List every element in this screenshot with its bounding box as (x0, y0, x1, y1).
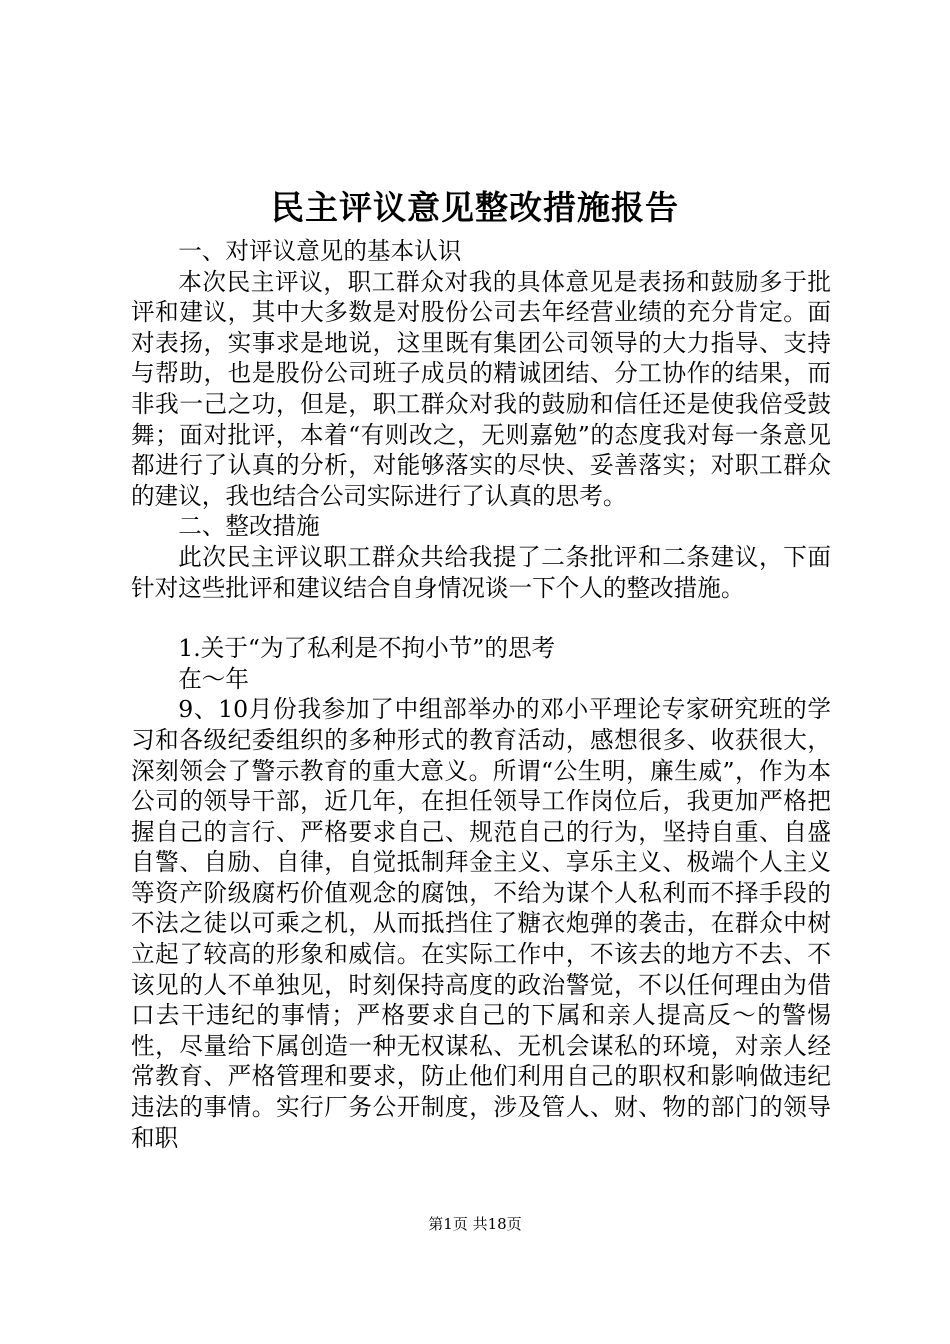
page-footer: 第1页 共18页 (428, 1215, 522, 1233)
document-body (131, 236, 831, 1153)
paragraph: 此次民主评议职工群众共给我提了二条批评和二条建议，下面针对这些批评和建议结合自身情况谈一下个人的整改措施。 (131, 542, 831, 602)
paragraph: 9、10月份我参加了中组部举办的邓小平理论专家研究班的学习和各级纪委组织的多种形式的教育活动，感想很多、收获很大，深刻领会了警示教育的重大意义。所谓“公生明，廉生威”，作为本公司的领导干部，近几年，在担任领导工作岗位后，我更加严格把握自己的言行、严格要求自己、规范自己的行为，坚持自重、自盛自警、自励、自律，自觉抵制拜金主义、享乐主义、极端个人主义等资产阶级腐朽价值观念的腐蚀，不给为谋个人私利而不择手段的不法之徒以可乘之机，从而抵挡住了糖衣炮弹的袭击，在群众中树立起了较高的形象和威信。在实际工作中，不该去的地方不去、不该见的人不单独见，时刻保持高度的政治警觉，不以任何理由为借口去干违纪的事情；严格要求自己的下属和亲人提高反～的警惕性，尽量给下属创造一种无权谋私、无机会谋私的环境，对亲人经常教育、严格管理和要求，防止他们利用自己的职权和影响做违纪违法的事情。实行厂务公开制度，涉及管人、财、物的部门的领导和职 (131, 695, 831, 1152)
section-heading: 一、对评议意见的基本认识 (178, 237, 462, 265)
document-title: 民主评议意见整改措施报告 (271, 188, 679, 227)
paragraph: 在～年 (178, 664, 249, 693)
subsection-heading: 1.关于“为了私利是不拘小节”的思考 (178, 634, 556, 663)
section-heading: 二、整改措施 (178, 512, 320, 541)
paragraph: 本次民主评议，职工群众对我的具体意见是表扬和鼓励多于批评和建议，其中大多数是对股份公司去年经营业绩的充分肯定。面对表扬，实事求是地说，这里既有集团公司领导的大力指导、支持与帮助，也是股份公司班子成员的精诚团结、分工协作的结果，而非我一己之功，但是，职工群众对我的鼓励和信任还是使我倍受鼓舞；面对批评，本着“有则改之，无则嘉勉”的态度我对每一条意见都进行了认真的分析，对能够落实的尽快、妥善落实；对职工群众的建议，我也结合公司实际进行了认真的思考。 (131, 267, 831, 510)
